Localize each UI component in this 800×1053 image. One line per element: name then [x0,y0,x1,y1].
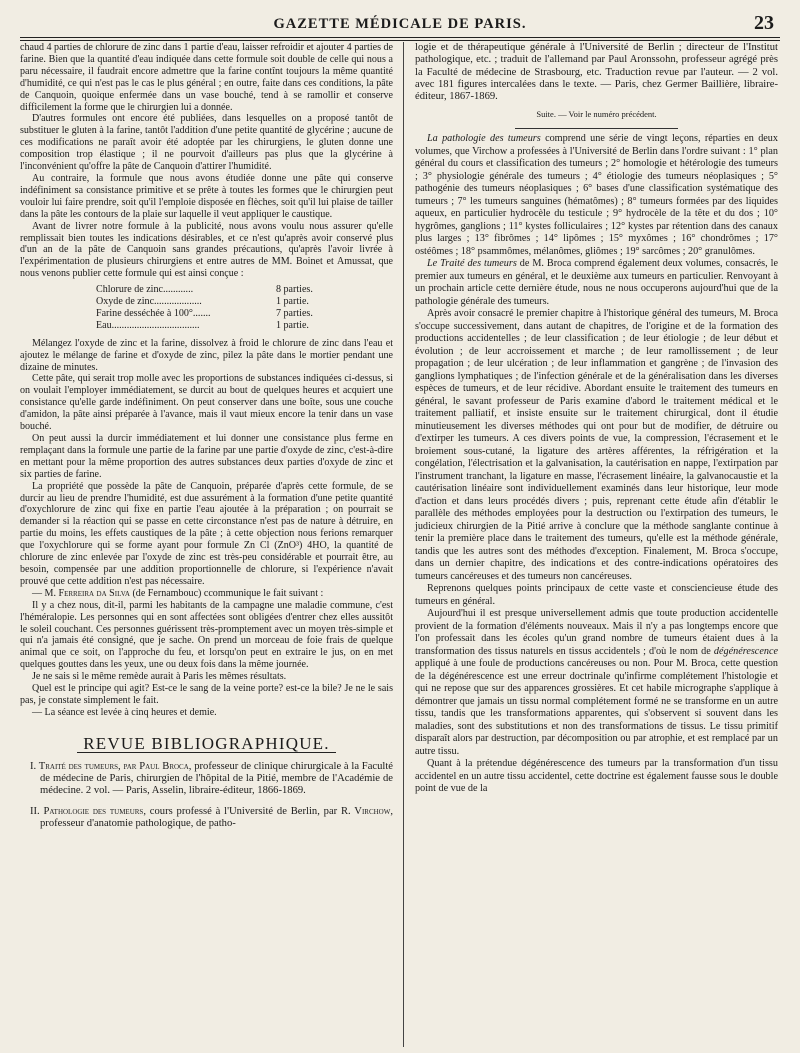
book-title: Le Traité des tumeurs [427,258,517,270]
paragraph: Après avoir consacré le premier chapitre à l'historique général des tumeurs, M. Broca s'occupe successivement, dans autant de chapitres, de l'origine et de la formation des productions accidentelles ; de leur classification ; de leur étiologie ; de leur début et évolution ; de leur accroissement et marche ; de leur ramollissement ; de leur propagation ; de leur ulcération ; de leur inflammation et gangrène ; de l'invasion des ganglions lymphatiques ; de l'infection générale et de la généralisation dans les diverses espèces de tumeurs, et de leur récidive. Abordant ensuite le traitement des tumeurs en général, le savant professeur de Paris examine d'abord le traitement médical et le traitement palliatif, et insiste ensuite sur le traitement chirurgical, dont il étudie minutieusement les diverses méthodes qui ont pour but de modifier, de détruire ou d'extirper les tumeurs. A ces divers points de vue, la compression, l'écrasement et le broiement sous-cutané, la ligature des artères afférentes, la réfrigération et la congélation, l'électrisation et la galvanisation, la cautérisation en nappe, l'extirpation par l'instrument tranchant, la ligature en masse, l'écrasement linéaire, la galvanocaustie et la cautérisation linéaire sont individuellement examinés dans leur historique, leur mode d'action et dans leurs procédés divers ; puis, reprenant cette étude afin d'établir le parallèle des méthodes employées pour la destruction ou l'extirpation des tumeurs, le judicieux chirurgien de la Pitié arrive à conclure que la méthode sanglante continue à tenir la première place dans le traitement des tumeurs, qu'elle est la méthode générale, tandis que les autres sont des méthodes d'exception. Finalement, M. Broca s'occupe, dans un dernier chapitre, des indications et des contre-indications opératoires des tumeurs cancéreuses et des tumeurs non cancéreuses. [415,308,778,582]
ingredient: Farine desséchée à 100°....... [96,307,211,319]
formula-row [96,308,346,320]
paragraph-text: Aujourd'hui il est presque universellement admis que toute production accidentelle provient de la formation d'éléments nouveaux. Mais il n'y a pas longtemps encore que l'on professait dans les écoles qu'un grand nombre de tumeurs étaient dues à la transformation des tissus naturels en tissus accidentels ; d'où le nom de [415,608,778,657]
page-header [0,0,800,40]
header-rule-thin [20,40,780,41]
biblio-text: cours professé à l'Université de Berlin, par [145,805,341,817]
biblio-entry [20,761,393,798]
paragraph: Je ne sais si le même remède aurait à Paris les mêmes résultats. [32,671,287,683]
emphasis: dégénérescence [713,645,778,657]
column-divider [403,42,404,1047]
ingredient: Chlorure de zinc............ [96,284,194,296]
left-column [20,42,393,836]
paragraph: On peut aussi la durcir immédiatement et lui donner une consistance plus ferme en remplaçant dans la formule une partie de la farine par une partie d'oxyde de zinc, c'est-à-dire en mettant pour la même proportion des autres substances deux parties d'oxyde de zinc et six parties de farine. [20,433,393,480]
biblio-label: I. Traité des tumeurs, par Paul Broca, [30,760,192,772]
biblio-entry [20,806,393,831]
author-name: — M. Ferreira da Silva [32,587,130,599]
formula-row [96,296,346,308]
paragraph-text: (de Fernambouc) ccommunique le fait suivant : [129,587,324,599]
journal-title: GAZETTE MÉDICALE DE PARIS. [273,16,527,32]
ingredient: Eau................................... [96,319,200,331]
paragraph-text: comprend une série de vingt leçons, réparties en deux volumes, que Virchow a professées à l'Université de Berlin dans l'ordre suivant : 1° plan général du cours et classification des tumeurs ; 2° homologie et hétérologie des tumeurs ; 3° physiologie générale des tumeurs ; 4° étiologie des tumeurs néoplasiques ; 5° pathogénie des tumeurs néoplasiques ; 6° bases d'une classification systématique des tumeurs ; 7° les tumeurs sanguines (hématômes) ; 8° tumeurs formées par des liquides aqueux, en particulier hydrocèle du testicule ; 9° hydrocèle de la tête et du dos ; 10° hygrômes, ganglions ; 11° kystes folliculaires ; 12° kystes par rétention dans des canaux plus larges ; 13° fibrômes ; 14° lipômes ; 15° myxômes ; 16° chondrômes ; 17° ostéômes ; 18° psammômes, mélanômes, gliômes ; 19° sarcômes ; 20° granulômes. [415,133,778,257]
paragraph: chaud 4 parties de chlorure de zinc dans 1 partie d'eau, laisser refroidir et ajouter 4 parties de farine. Bien que la quantité d'eau indiquée dans cette formule soit double de celle qui nous a paru nécessaire, il faudrait encore admettre que la farine contînt toujours la même quantité d'humidité, ce qui n'est pas le cas le plus général ; en outre, faite dans ces conditions, la pâte de Canquoin, quoique enfermée dans un vase bouché, tend à se ramollir et conserve difficilement la forme que le chirurgien lui a donnée. [20,42,393,113]
ingredient: Oxyde de zinc................... [96,296,202,308]
paragraph: Mélangez l'oxyde de zinc et la farine, dissolvez à froid le chlorure de zinc dans l'eau et ajoutez le mélange de farine et d'oxyde de zinc, pilez la pâte dans le mortier pendant une dizaine de minutes. [20,337,393,373]
review-body [415,133,778,796]
paragraph [415,133,778,258]
paragraph: Au contraire, la formule que nous avons étudiée donne une pâte qui conserve indéfiniment sa consistance primitive et se prête à toutes les formes que le chirurgien peut vouloir lui faire prendre, soit qu'il l'emploie disposée en flèches, soit qu'il lui plaise de tailler dans la pâte les contours de la plaie sur laquelle il veut appliquer le caustique. [20,172,393,220]
biblio-text: professeur d'anatomie pathologique, de patho- [40,817,236,829]
paragraph: D'autres formules ont encore été publiées, dans lesquelles on a proposé tantôt de substituer le gluten à la farine, tantôt l'addition d'une petite quantité de glycérine ; aucune de ces modifications ne paraît avoir été adoptée par les chirurgiens, le gluten donne une composition trop élastique ; il ne pourvoit d'ailleurs pas plus que la glycérine à l'inconvénient qu'offre la pâte de Canquoin d'attirer l'humidité. [20,113,393,173]
continued-note: Suite. — Voir le numéro précédent. [536,109,657,120]
paragraph [415,258,778,308]
formula-row [96,284,346,296]
right-column [415,42,778,796]
paragraph: Avant de livrer notre formule à la publicité, nous avons voulu nous assurer qu'elle remplissait bien toutes les indications désirables, et ce n'est qu'après avoir conservé plus d'un an de la pâte de Canquoin sans grandes précautions, qu'après l'avoir livrée à l'expérimentation de plusieurs chirurgiens et entre autres de MM. Boinet et Amussat, que nous venons publier cette formule qui est ainsi conçue : [20,220,393,280]
paragraph: Reprenons quelques points principaux de cette vaste et consciencieuse étude des tumeurs en général. [415,583,778,607]
paragraph: Quel est le principe qui agit? Est-ce le sang de la veine porte? est-ce la bile? Je ne le sais pas, je constate simplement le fait. [20,683,393,706]
quantity: 1 partie. [276,319,309,331]
paragraph [415,608,778,758]
quantity: 1 partie. [276,296,309,308]
page-number: 23 [754,12,774,34]
biblio-text: professeur de clinique chirurgicale à la Faculté de médecine de Paris, chirurgien de l'hôpital de la Pitié, membre de l'Académie de médecine. 2 vol. — Paris, Asselin, libraire-éditeur, 1866-1869. [40,760,393,797]
quantity: 8 parties. [276,284,313,296]
quantity: 7 parties. [276,307,313,319]
book-title: La pathologie des tumeurs [427,133,541,145]
biblio-author: R. Virchow, [340,805,393,817]
paragraph [20,588,393,600]
paragraph-text: de M. Broca comprend également deux volumes, consacrés, le premier aux tumeurs en général, et le deuxième aux tumeurs en particulier. Renvoyant à un prochain article cette dernière étude, nous ne nous occuperons aujourd'hui que de la pathologie générale des tumeurs. [415,258,778,307]
section-title-text: REVUE BIBLIOGRAPHIQUE. [77,738,335,753]
paragraph: Cette pâte, qui serait trop molle avec les proportions de substances indiquées ci-dessus, si on voulait l'employer immédiatement, se durcit au bout de quelques heures et acquiert une consistance qu'elle garde indéfiniment. On peut conserver dans une boîte, sous une couche d'amidon, la pâte ainsi préparée à l'avance, mais il vaut mieux encore la tenir dans un vase bouché. [20,373,393,433]
section-title [20,733,393,753]
header-rule [20,37,780,38]
separator-rule [515,128,678,129]
paragraph: Quant à la prétendue dégénérescence des tumeurs par la transformation d'un tissu accidentel en un autre tissu accidentel, cette doctrine est également fausse sous le double point de vue de la [415,758,778,795]
bibliography-continued [415,42,778,103]
formula-table [96,284,346,332]
biblio-label: II. Pathologie des tumeurs, [30,805,146,817]
biblio-text: logie et de thérapeutique générale à l'Université de Berlin ; directeur de l'Institut pathologique, etc. ; traduit de l'allemand par Paul Aronssohn, professeur agrégé près la Faculté de médecine de Strasbourg, etc. Traduction revue par l'auteur. — 2 vol. avec 181 figures intercalées dans le texte. — Paris, chez Germer Baillière, libraire-éditeur, 1867-1869. [415,42,778,103]
paragraph-text: appliqué à une foule de productions cancéreuses ou non. Pour M. Broca, cette question de la dégénérescence est une erreur doctrinale qu'infirme complétement l'histologie et qui ne repose que sur des apparences grossières. Et cet habile micrographe s'applique à démontrer que jamais un tissu normal complétement formé ne se transforme en un autre tissu, tandis que les transformations apparentes, qui s'observent si souvent dans les maladies, sont des substitutions et non des transformations de tissus. Le tissu primitif disparaît alors par destruction, par décomposition ou par atrophie, et est remplacé par un autre tissu. [415,658,778,757]
paragraph: La propriété que possède la pâte de Canquoin, préparée d'après cette formule, de se durcir au lieu de prendre l'humidité, est due assurément à la formation d'une petite quantité d'oxychlorure de zinc qui fixe en partie l'eau ajoutée à la préparation ; on pourrait se demander si la réaction qui se passe en cette circonstance n'est pas de nature à détruire, en partie du moins, les effets caustiques de la pâte ; à cette objection nous ferions remarquer que l'oxychlorure qui se forme ayant pour formule Zn Cl (ZnO³) 4HO, la quantité de chlorure de zinc enlevée par l'oxyde de zinc est très-peu considérable et pourrait être, au besoin, compensée par une addition proportionnelle de chlorure, si l'expérience n'avait prouvé que cette addition n'est pas nécessaire. [20,480,393,587]
formula-row [96,320,346,332]
paragraph: — La séance est levée à cinq heures et demie. [32,706,217,718]
bibliography [20,761,393,830]
paragraph: Il y a chez nous, dit-il, parmi les habitants de la campagne une maladie commune, c'est l'héméralopie. Les personnes qui en sont affectées sont obligées d'entrer chez elles aussitôt le soleil couchant. Ces personnes guérissent très-promptement avec un moyen très-simple et qui n'a jamais été consigné, que je sache. On prend un morceau de foie frais de quelque animal que ce soit, on l'approche du feu, et lorsqu'on peut en extraire le jus, on en met quelques gouttes dans les yeux, une ou deux fois dans la même journée. [20,599,393,671]
